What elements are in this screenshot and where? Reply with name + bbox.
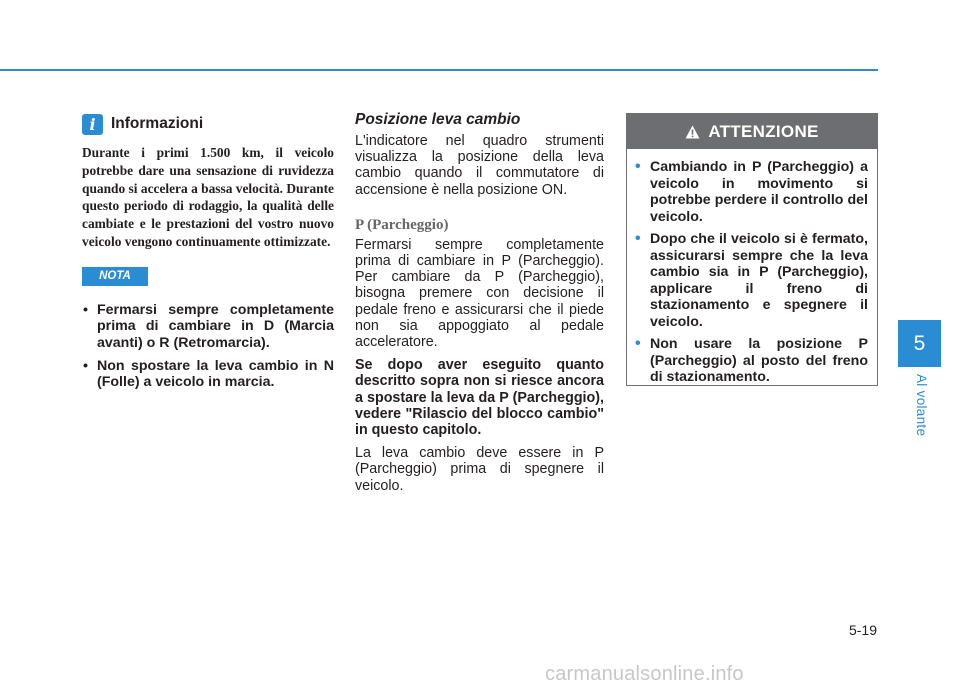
info-title: Informazioni	[111, 115, 204, 132]
info-icon: i	[82, 114, 103, 135]
warning-item: • Cambiando in P (Parcheggio) a veicolo in movimento si potrebbe perdere il controllo del veicolo.	[635, 159, 868, 225]
paragraph-engine-off: La leva cambio deve essere in P (Parcheggio) prima di spegnere il veicolo.	[355, 445, 604, 494]
nota-item: • Fermarsi sempre completamente prima di cambiare in D (Marcia avanti) o R (Retromarcia).	[82, 302, 334, 352]
watermark: carmanualsonline.info	[545, 663, 744, 685]
chapter-label: Al volante	[914, 374, 929, 437]
top-rule	[0, 69, 878, 71]
section-subtitle: P (Parcheggio)	[355, 216, 449, 233]
chapter-number: 5	[913, 331, 926, 355]
warning-header	[627, 114, 877, 149]
paragraph-shift-lock: Se dopo aver eseguito quanto descritto sopra non si riesce ancora a spostare la leva da P (Parcheggio), vedere "Rilascio del blocco cambio" in questo capitolo.	[355, 357, 604, 439]
middle-column	[355, 110, 604, 494]
warning-box	[626, 113, 878, 386]
warning-list	[627, 159, 877, 386]
section-title: Posizione leva cambio	[355, 111, 521, 128]
chapter-tab	[898, 320, 941, 367]
nota-list	[82, 302, 334, 391]
left-column	[82, 112, 334, 397]
warning-item: • Non usare la posizione P (Parcheggio) al posto del freno di stazionamento.	[635, 336, 868, 386]
info-header	[82, 112, 334, 136]
paragraph-parking: Fermarsi sempre completamente prima di cambiare in P (Parcheggio). Per cambiare da P (Parcheggio), bisogna premere con decisione il pedale freno e assicurarsi che il piede non sia appoggiato al pedale acceleratore.	[355, 236, 604, 351]
nota-badge: NOTA	[82, 267, 148, 286]
info-body: Durante i primi 1.500 km, il veicolo potrebbe dare una sensazione di ruvidezza quando si accelera a bassa velocità. Durante questo periodo di rodaggio, la qualità delle cambiate e le prestazioni del vostro nuovo veicolo vengono continuamente ottimizzate.	[82, 145, 334, 249]
warning-triangle-icon	[685, 125, 700, 139]
section-intro: L'indicatore nel quadro strumenti visualizza la posizione della leva cambio quando il commutatore di accensione è nella posizione ON.	[355, 133, 604, 198]
warning-item: • Dopo che il veicolo si è fermato, assicurarsi sempre che la leva cambio sia in P (Parcheggio), applicare il freno di stazionamento e spegnere il veicolo.	[635, 231, 868, 330]
warning-title: ATTENZIONE	[708, 121, 819, 141]
nota-item: • Non spostare la leva cambio in N (Folle) a veicolo in marcia.	[82, 358, 334, 391]
page-number: 5-19	[848, 622, 877, 638]
